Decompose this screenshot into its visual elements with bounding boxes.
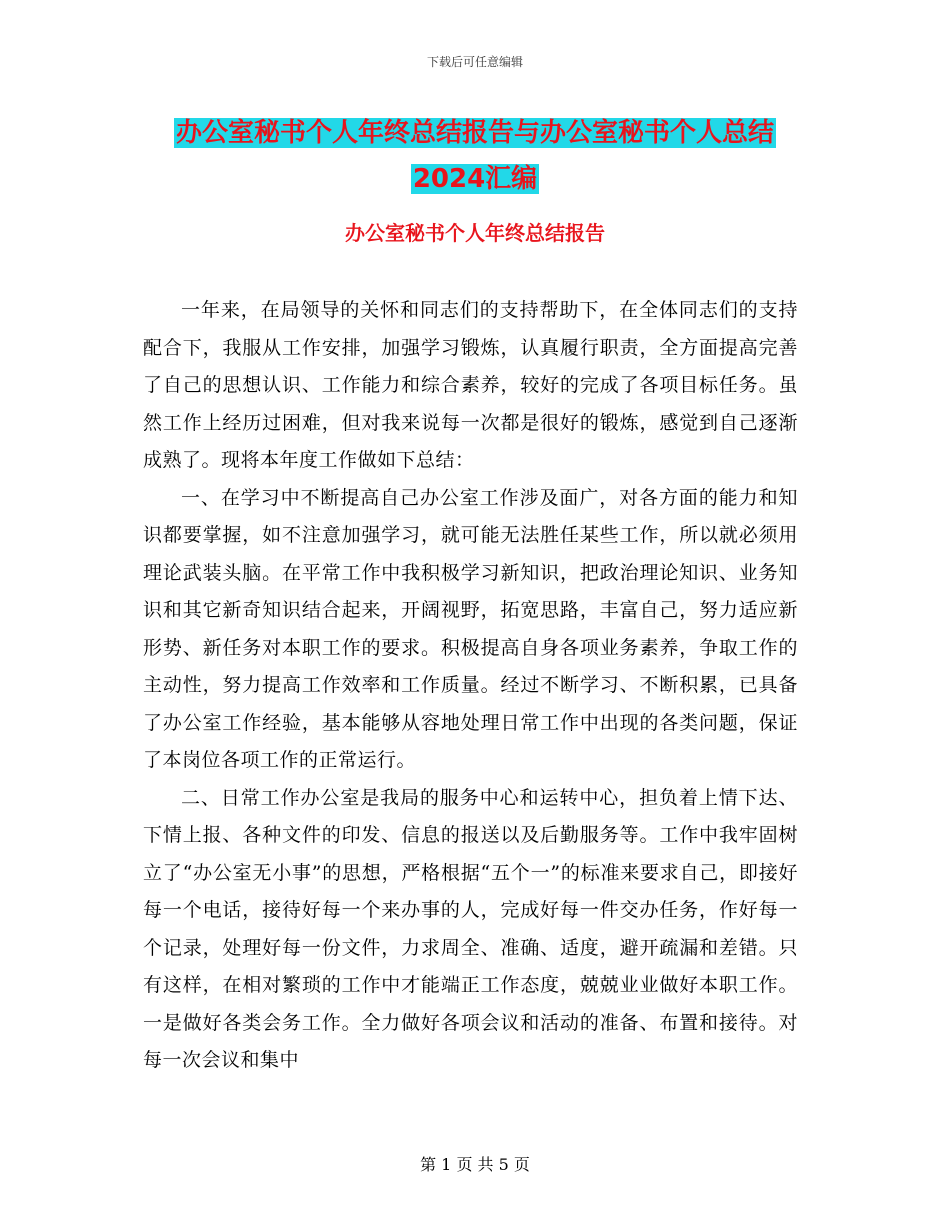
page-footer: 第 1 页 共 5 页 <box>420 1155 530 1174</box>
paragraph-intro: 一年来，在局领导的关怀和同志们的支持帮助下，在全体同志们的支持配合下，我服从工作安排，加强学习锻炼，认真履行职责，全方面提高完善了自己的思想认识、工作能力和综合素养，较好的完成了各项目标任务。虽然工作上经历过困难，但对我来说每一次都是很好的锻炼，感觉到自己逐渐成熟了。现将本年度工作做如下总结： <box>143 299 798 471</box>
section-heading: 办公室秘书个人年终总结报告 <box>345 221 605 245</box>
header-note: 下载后可任意编辑 <box>426 55 523 69</box>
document-title <box>145 110 805 202</box>
title-line-2: 2024汇编 <box>412 164 538 194</box>
document-body <box>143 292 798 1080</box>
title-line-1: 办公室秘书个人年终总结报告与办公室秘书个人总结 <box>175 118 774 148</box>
paragraph-daily-work: 二、日常工作办公室是我局的服务中心和运转中心，担负着上情下达、下情上报、各种文件的印发、信息的报送以及后勤服务等。工作中我牢固树立了“办公室无小事”的思想，严格根据“五个一”的标准来要求自己，即接好每一个电话，接待好每一个来办事的人，完成好每一件交办任务，作好每一个记录，处理好每一份文件，力求周全、准确、适度，避开疏漏和差错。只有这样，在相对繁琐的工作中才能端正工作态度，兢兢业业做好本职工作。一是做好各类会务工作。全力做好各项会议和活动的准备、布置和接待。对每一次会议和集中 <box>143 786 798 1071</box>
paragraph-study: 一、在学习中不断提高自己办公室工作涉及面广，对各方面的能力和知识都要掌握，如不注意加强学习，就可能无法胜任某些工作，所以就必须用理论武装头脑。在平常工作中我积极学习新知识，把政治理论知识、业务知识和其它新奇知识结合起来，开阔视野，拓宽思路，丰富自己，努力适应新形势、新任务对本职工作的要求。积极提高自身各项业务素养，争取工作的主动性，努力提高工作效率和工作质量。经过不断学习、不断积累，已具备了办公室工作经验，基本能够从容地处理日常工作中出现的各类问题，保证了本岗位各项工作的正常运行。 <box>143 486 798 771</box>
